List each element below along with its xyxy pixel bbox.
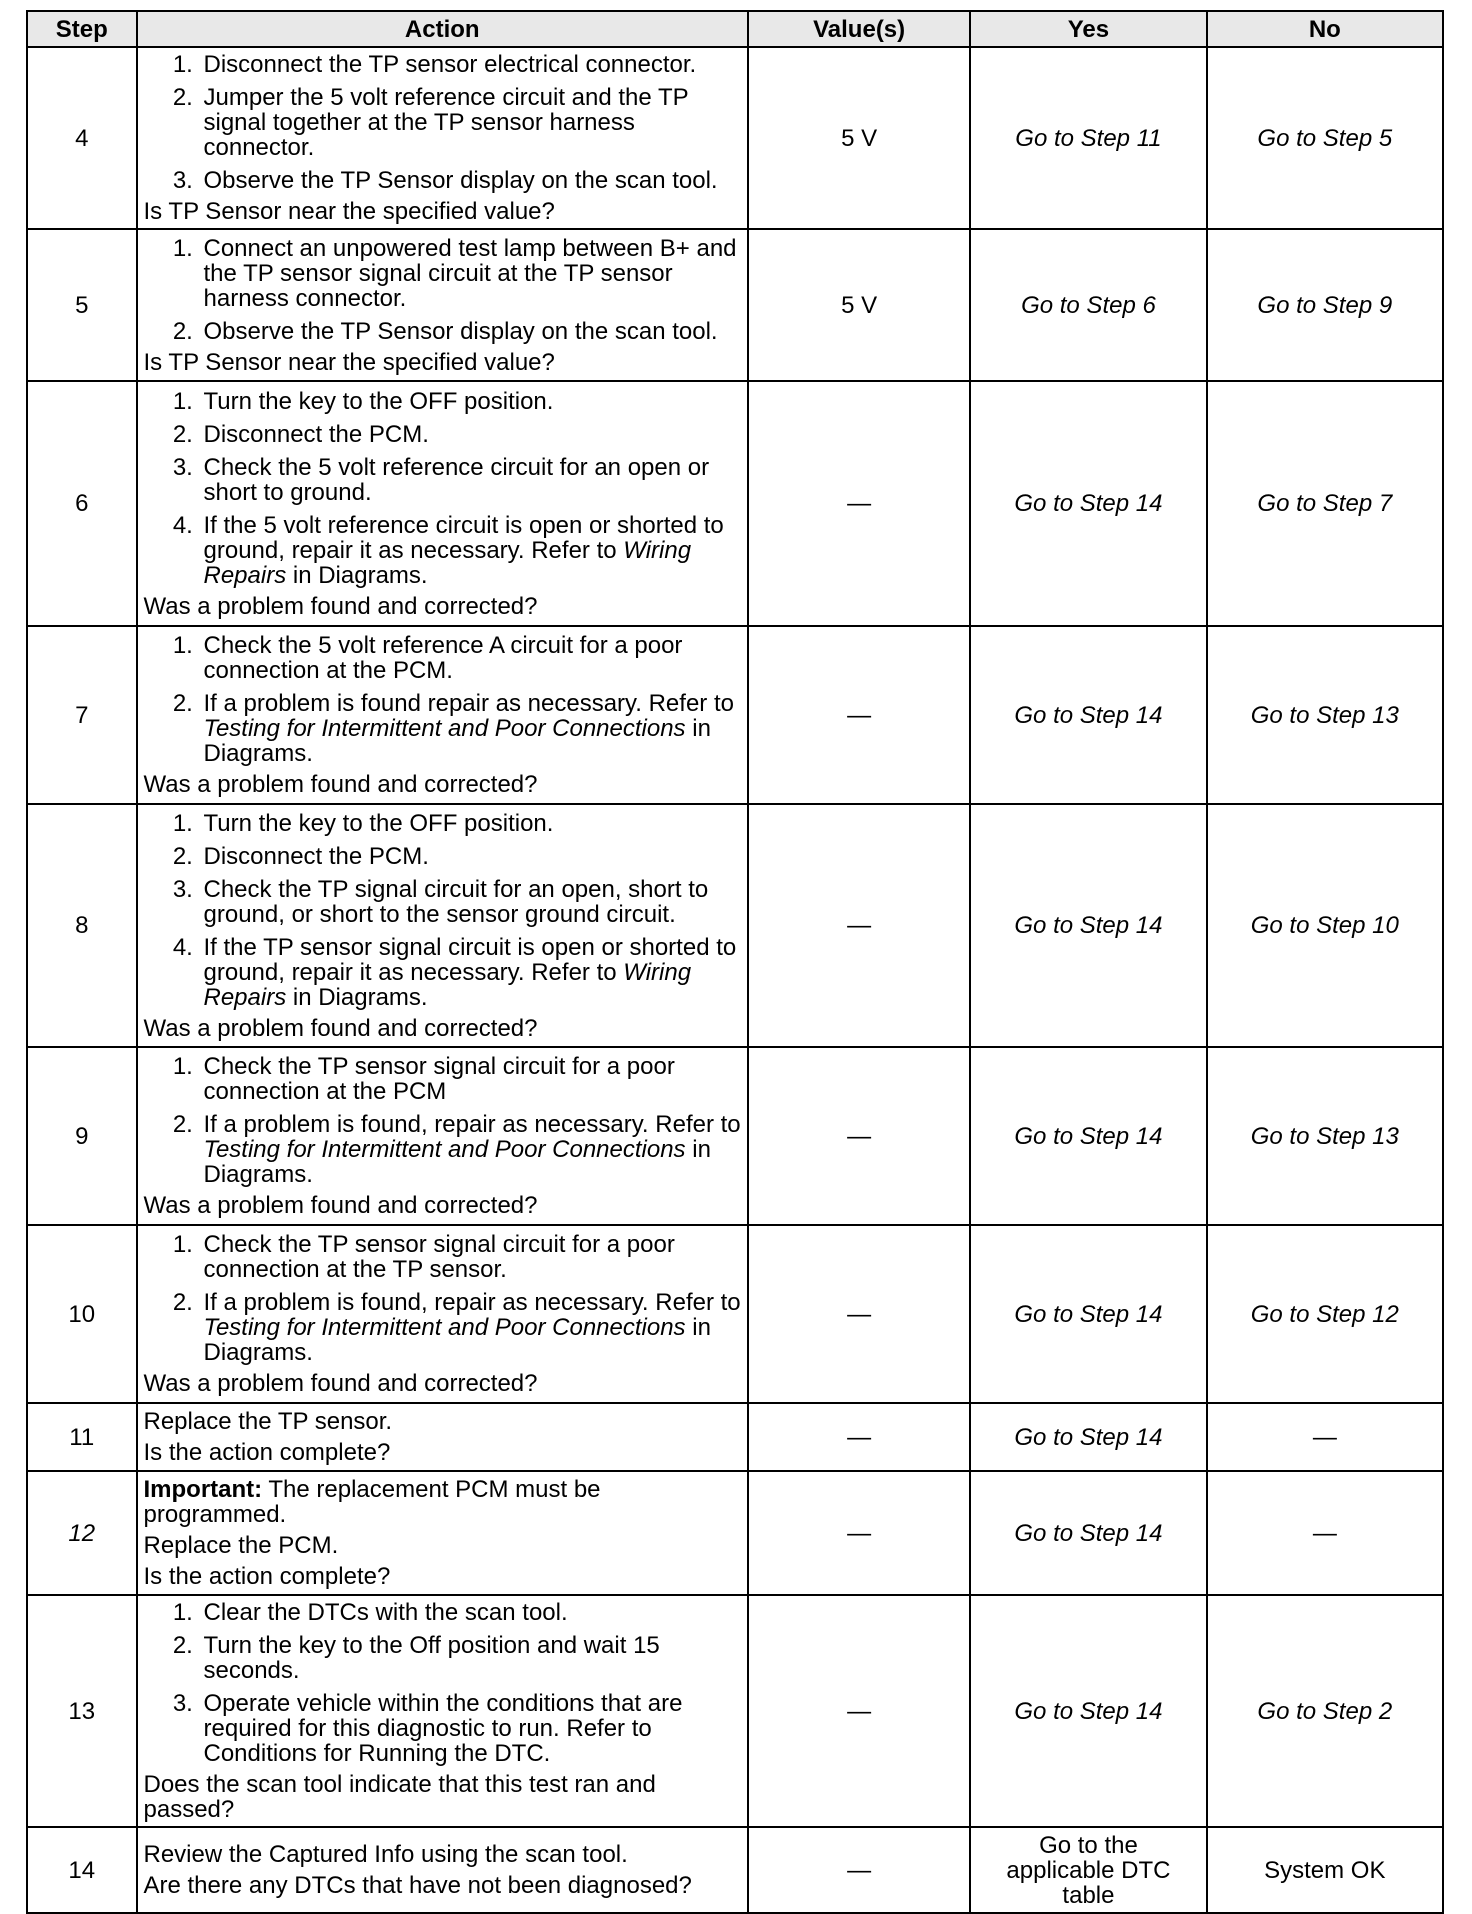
table-row <box>27 381 1443 626</box>
table-row <box>27 47 1443 229</box>
no-cell: System OK <box>1207 1827 1443 1913</box>
action-step: 3. Check the TP signal circuit for an open, short to ground, or short to the sensor ground circuit. <box>200 877 742 927</box>
yes-cell: Go to the applicable DTC table <box>970 1827 1206 1913</box>
important-text: The replacement PCM must be programmed. <box>143 1476 601 1528</box>
action-step-text: in Diagrams. <box>203 1314 711 1366</box>
value-cell: — <box>748 381 970 626</box>
yes-cell: Go to Step 11 <box>970 47 1206 229</box>
action-question: Was a problem found and corrected? <box>143 592 538 620</box>
value-cell: — <box>748 1225 970 1403</box>
action-question: Is the action complete? <box>143 1563 391 1590</box>
yes-cell: Go to Step 14 <box>970 1471 1206 1595</box>
no-cell: Go to Step 5 <box>1207 47 1443 229</box>
yes-cell: Go to Step 6 <box>970 229 1206 381</box>
action-step: 2. Disconnect the PCM. <box>200 422 742 447</box>
step-number: 14 <box>27 1827 137 1913</box>
action-cell <box>137 804 749 1047</box>
action-steps <box>144 633 742 766</box>
step-number: 8 <box>27 804 137 1047</box>
header-row <box>27 11 1443 47</box>
action-step: 1. Connect an unpowered test lamp between B+ and the TP sensor signal circuit at the TP sensor harness connector. <box>200 236 742 311</box>
action-step-text: If a problem is found, repair as necessary. Refer to <box>203 1111 741 1138</box>
action-step <box>200 1112 742 1187</box>
action-steps <box>144 1054 742 1187</box>
step-number: 12 <box>27 1471 137 1595</box>
action-cell <box>137 626 749 804</box>
step-number: 10 <box>27 1225 137 1403</box>
intermittent-connections-reference: Testing for Intermittent and Poor Connections <box>203 1314 686 1341</box>
action-cell <box>137 229 749 381</box>
action-step: 1. Disconnect the TP sensor electrical connector. <box>200 52 742 77</box>
value-cell: — <box>748 1403 970 1471</box>
step-number: 5 <box>27 229 137 381</box>
step-number: 6 <box>27 381 137 626</box>
action-line: Replace the PCM. <box>143 1532 339 1559</box>
header-step: Step <box>27 11 137 47</box>
action-step: 1. Check the TP sensor signal circuit for a poor connection at the TP sensor. <box>200 1232 742 1282</box>
action-question: Is TP Sensor near the specified value? <box>143 198 555 225</box>
action-question: Does the scan tool indicate that this test ran and passed? <box>143 1771 656 1823</box>
action-step-text: in Diagrams. <box>203 1136 711 1188</box>
action-step <box>200 513 742 588</box>
value-cell: 5 V <box>748 47 970 229</box>
header-values: Value(s) <box>748 11 970 47</box>
value-cell: 5 V <box>748 229 970 381</box>
action-steps <box>144 52 742 193</box>
step-number: 4 <box>27 47 137 229</box>
value-cell: — <box>748 1595 970 1827</box>
intermittent-connections-reference: Testing for Intermittent and Poor Connections <box>203 1136 686 1163</box>
wiring-repairs-reference: Wiring Repairs <box>203 536 692 589</box>
action-cell <box>137 47 749 229</box>
important-note <box>144 1477 742 1527</box>
action-step <box>200 691 742 766</box>
no-cell: Go to Step 13 <box>1207 626 1443 804</box>
action-question: Was a problem found and corrected? <box>143 771 538 798</box>
action-steps <box>144 389 742 588</box>
action-question: Was a problem found and corrected? <box>143 1192 538 1219</box>
action-step-text: If a problem is found repair as necessary. Refer to <box>203 690 734 717</box>
action-cell <box>137 1595 749 1827</box>
table-row <box>27 626 1443 804</box>
action-steps <box>144 1600 742 1766</box>
no-cell: Go to Step 12 <box>1207 1225 1443 1403</box>
action-question: Was a problem found and corrected? <box>143 1370 538 1397</box>
action-step-text: in Diagrams. <box>286 561 428 589</box>
action-step-text: If the TP sensor signal circuit is open or shorted to ground, repair it as necessary. Refer to <box>203 933 737 986</box>
action-step: 2. Observe the TP Sensor display on the scan tool. <box>200 319 742 344</box>
table-row <box>27 1471 1443 1595</box>
value-cell: — <box>748 804 970 1047</box>
step-number: 9 <box>27 1047 137 1225</box>
action-step: 1. Check the TP sensor signal circuit for a poor connection at the PCM <box>200 1054 742 1104</box>
action-question: Are there any DTCs that have not been diagnosed? <box>143 1872 692 1899</box>
action-cell <box>137 1047 749 1225</box>
header-no: No <box>1207 11 1443 47</box>
header-yes: Yes <box>970 11 1206 47</box>
action-cell <box>137 1403 749 1471</box>
action-step <box>200 1290 742 1365</box>
action-line: Replace the TP sensor. <box>143 1408 393 1435</box>
action-question: Was a problem found and corrected? <box>143 1014 538 1042</box>
intermittent-connections-reference: Testing for Intermittent and Poor Connections <box>203 715 686 742</box>
yes-cell: Go to Step 14 <box>970 626 1206 804</box>
step-number: 11 <box>27 1403 137 1471</box>
table-row <box>27 229 1443 381</box>
yes-cell: Go to Step 14 <box>970 804 1206 1047</box>
action-steps <box>144 236 742 344</box>
action-step-text: If the 5 volt reference circuit is open or shorted to ground, repair it as necessary. Refer to <box>203 511 724 564</box>
no-cell: Go to Step 2 <box>1207 1595 1443 1827</box>
table-row <box>27 1047 1443 1225</box>
table-row <box>27 1403 1443 1471</box>
table-row <box>27 1595 1443 1827</box>
table-row <box>27 1827 1443 1913</box>
step-number: 13 <box>27 1595 137 1827</box>
action-cell <box>137 1471 749 1595</box>
diagnostic-table <box>26 10 1444 1914</box>
action-step-text: in Diagrams. <box>203 715 711 767</box>
action-step: 2. Jumper the 5 volt reference circuit and the TP signal together at the TP sensor harness connector. <box>200 85 742 160</box>
yes-cell: Go to Step 14 <box>970 1595 1206 1827</box>
action-cell <box>137 381 749 626</box>
action-steps <box>144 1232 742 1365</box>
value-cell: — <box>748 1471 970 1595</box>
action-cell <box>137 1827 749 1913</box>
action-step: 2. Disconnect the PCM. <box>200 844 742 869</box>
action-step-text: in Diagrams. <box>286 983 428 1011</box>
value-cell: — <box>748 1047 970 1225</box>
value-cell: — <box>748 1827 970 1913</box>
action-step: 1. Check the 5 volt reference A circuit for a poor connection at the PCM. <box>200 633 742 683</box>
action-step: 3. Check the 5 volt reference circuit for an open or short to ground. <box>200 455 742 505</box>
action-line: Review the Captured Info using the scan tool. <box>143 1841 628 1868</box>
action-step: 3. Operate vehicle within the conditions that are required for this diagnostic to run. Refer to Conditions for Running the DTC. <box>200 1691 742 1766</box>
header-action: Action <box>137 11 749 47</box>
action-step <box>200 935 742 1010</box>
action-steps <box>144 811 742 1010</box>
action-question: Is TP Sensor near the specified value? <box>143 348 555 376</box>
value-cell: — <box>748 626 970 804</box>
action-step: 3. Observe the TP Sensor display on the scan tool. <box>200 168 742 193</box>
yes-cell: Go to Step 14 <box>970 1047 1206 1225</box>
action-step-text: If a problem is found, repair as necessary. Refer to <box>203 1289 741 1316</box>
no-cell: — <box>1207 1471 1443 1595</box>
table-row <box>27 804 1443 1047</box>
no-cell: — <box>1207 1403 1443 1471</box>
no-cell: Go to Step 13 <box>1207 1047 1443 1225</box>
no-cell: Go to Step 7 <box>1207 381 1443 626</box>
action-step: 1. Clear the DTCs with the scan tool. <box>200 1600 742 1625</box>
no-cell: Go to Step 9 <box>1207 229 1443 381</box>
table-row <box>27 1225 1443 1403</box>
action-question: Is the action complete? <box>143 1439 391 1466</box>
yes-cell: Go to Step 14 <box>970 381 1206 626</box>
step-number: 7 <box>27 626 137 804</box>
important-label: Important: <box>143 1476 263 1503</box>
action-cell <box>137 1225 749 1403</box>
no-cell: Go to Step 10 <box>1207 804 1443 1047</box>
yes-cell: Go to Step 14 <box>970 1403 1206 1471</box>
yes-cell: Go to Step 14 <box>970 1225 1206 1403</box>
action-step: 1. Turn the key to the OFF position. <box>200 389 742 414</box>
action-step: 1. Turn the key to the OFF position. <box>200 811 742 836</box>
action-step: 2. Turn the key to the Off position and wait 15 seconds. <box>200 1633 742 1683</box>
wiring-repairs-reference: Wiring Repairs <box>203 958 692 1011</box>
